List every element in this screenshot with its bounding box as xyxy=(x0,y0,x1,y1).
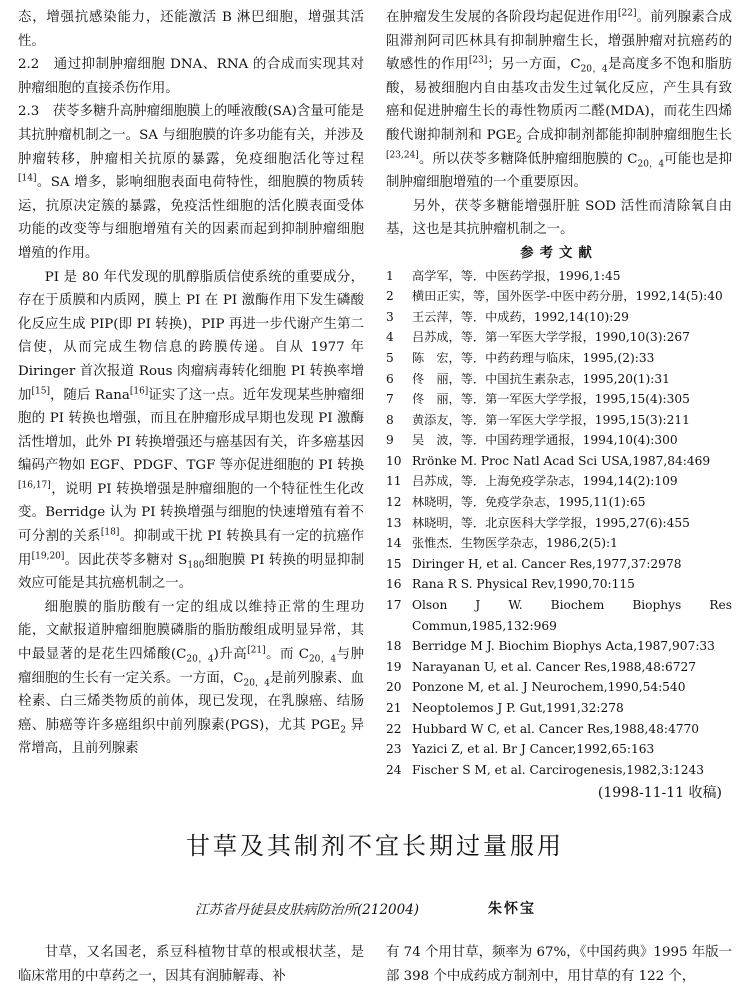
reference-item xyxy=(386,451,732,472)
citation: [15] xyxy=(31,386,50,397)
reference-number: 15 xyxy=(386,556,402,571)
citation: [19,20] xyxy=(31,551,65,562)
reference-number: 2 xyxy=(386,289,394,304)
reference-number: 20 xyxy=(386,680,402,695)
reference-item xyxy=(386,636,732,657)
author-affiliation: 江苏省丹徒县皮肤病防治所(212004) xyxy=(195,902,420,918)
citation: [22] xyxy=(618,8,637,19)
citation: [14] xyxy=(18,173,37,184)
citation: [21] xyxy=(247,645,266,656)
reference-text: 黄添友，等．第一军医大学学报，1995,15(3):211 xyxy=(412,412,690,427)
reference-item xyxy=(386,369,732,390)
reference-number: 23 xyxy=(386,742,402,757)
reference-text: Ponzone M, et al. J Neurochem,1990,54:540 xyxy=(412,680,686,695)
received-date: (1998-11-11 收稿) xyxy=(597,785,722,802)
reference-text: 吴 波，等．中国药理学通报，1994,10(4):300 xyxy=(412,433,678,448)
citation: [16,17] xyxy=(18,480,51,491)
paragraph: 2.3 茯苓多糖升高肿瘤细胞膜上的唾液酸(SA)含量可能是其抗肿瘤机制之一。SA 与细胞膜的许多功能有关，并涉及肿瘤转移，肿瘤相关抗原的暴露，免疫细胞活化等过程[14]。SA 增多，影响细胞表面电荷特性，细胞膜的物质转运，抗原决定簇的暴露，免疫活性细胞的活化膜表面受体功能的改变等与细胞增殖有关的因素而起到抑制肿瘤细胞增殖的作用。 xyxy=(18,104,364,261)
article-title: 甘草及其制剂不宜长期过量服用 xyxy=(186,832,564,860)
reference-number: 19 xyxy=(386,659,402,674)
reference-text: 张惟杰．生物医学杂志，1986,2(5):1 xyxy=(412,536,618,551)
paragraph: 态，增强抗感染能力，还能激活 B 淋巴细胞，增强其活性。 xyxy=(18,10,364,49)
reference-number: 3 xyxy=(386,309,394,324)
reference-text: 陈 宏，等．中药药理与临床，1995,(2):33 xyxy=(412,350,655,365)
reference-text: Diringer H, et al. Cancer Res,1977,37:2978 xyxy=(412,556,682,571)
article2-right-column xyxy=(386,941,732,988)
reference-text: Berridge M J. Biochim Biophys Acta,1987,907:33 xyxy=(412,639,715,654)
reference-text: Olson J W. Biochem Biophys Res Commun,1985,132:969 xyxy=(412,598,732,633)
reference-text: 吕苏成，等．第一军医大学学报，1990,10(3):267 xyxy=(412,330,690,345)
reference-list xyxy=(386,266,732,781)
reference-item xyxy=(386,348,732,369)
reference-number: 6 xyxy=(386,371,394,386)
reference-item xyxy=(386,410,732,431)
paragraph: 细胞膜的脂肪酸有一定的组成以维持正常的生理功能，文献报道肿瘤细胞膜磷脂的脂肪酸组成明显异常，其中最显著的是花生四烯酸$(C_{20,4})$升高[21]。而 $C_{20,4}$与肿瘤细胞的生长有一定关系。一方面，$C_{20,4}$是前列腺素、血栓素、白三烯类物质的前体，现已发现，在乳腺癌、结肠癌、肺癌等许多癌组织中前列腺素(PGS)，尤其 $PGE_2$ 异常增高，且前列腺素 xyxy=(18,599,365,757)
reference-item xyxy=(386,389,732,410)
citation: [23] xyxy=(468,55,488,66)
reference-text: Rrönke M. Proc Natl Acad Sci USA,1987,84:469 xyxy=(412,453,711,468)
paragraph: 在肿瘤发生发展的各阶段均起促进作用[22]。前列腺素合成阻滞剂阿司匹林具有抑制肿瘤生长，增强肿瘤对抗癌药的敏感性的作用[23]；另一方面，$C_{20,4}$是高度多不饱和脂肪酸，易被细胞内自由基攻击发生过氧化反应，产生具有致癌和促进肿瘤生长的毒性物质丙二醛(MDA)，而花生四烯酸代谢抑制剂和 $PGE_2$ 合成抑制剂都能抑制肿瘤细胞生长[23,24]。所以茯苓多糖降低肿瘤细胞膜的 $C_{20,4}$可能也是抑制肿瘤细胞增殖的一个重要原因。 xyxy=(386,8,733,191)
reference-item xyxy=(386,430,732,451)
reference-number: 24 xyxy=(386,762,402,777)
reference-text: Rana R S. Physical Rev,1990,70:115 xyxy=(412,577,635,592)
reference-number: 22 xyxy=(386,721,402,736)
reference-text: Hubbard W C, et al. Cancer Res,1988,48:4770 xyxy=(412,721,700,736)
reference-number: 16 xyxy=(386,577,402,592)
reference-number: 14 xyxy=(386,536,402,551)
reference-number: 8 xyxy=(386,412,394,427)
reference-item xyxy=(386,719,732,740)
reference-text: 横田正实，等，国外医学-中医中药分册，1992,14(5):40 xyxy=(412,289,723,304)
reference-item xyxy=(386,513,732,534)
citation: [18] xyxy=(100,527,120,538)
paragraph: PI 是 80 年代发现的肌醇脂质信使系统的重要成分，存在于质膜和内质网，膜上 PI 在 PI 激酶作用下发生磷酸化反应生成 PIP(即 PI 转换)，PIP 再进一步代谢产生第二信使，从而完成生物信息的跨膜传递。自从 1977 年 Diringer 首次报道 Rous 肉瘤病毒转化细胞 PI 转换率增加[15]，随后 Rana[16]证实了这一点。近年发现某些肿瘤细胞的 PI 转换也增强，而且在肿瘤形成早期也发现 PI 激酶活性增加，此外 PI 转换增强还与癌基因有关，许多癌基因编码产物如 EGF、PDGF、TGF 等亦促进细胞的 PI 转换[16,17]，说明 PI 转换增强是肿瘤细胞的一个特征性生化改变。Berridge 认为 PI 转换增强与细胞的快速增殖有着不可分割的关系[18]。抑制或干扰 PI 转换具有一定的抗癌作用[19,20]。因此茯苓多糖对 $S_{180}$细胞膜 PI 转换的明显抑制效应可能是其抗癌机制之一。 xyxy=(18,269,365,592)
paragraph: 甘草，又名国老，系豆科植物甘草的根或根状茎，是临床常用的中草药之一，因其有润肺解毒、补 xyxy=(18,945,364,984)
reference-number: 5 xyxy=(386,350,394,365)
reference-number: 21 xyxy=(386,701,402,715)
reference-text: 高学军，等．中医药学报，1996,1:45 xyxy=(412,268,621,283)
reference-text: 佟 丽，等．中国抗生素杂志，1995,20(1):31 xyxy=(412,371,670,386)
reference-item xyxy=(386,574,732,595)
reference-item xyxy=(386,327,732,348)
reference-number: 17 xyxy=(386,598,402,613)
reference-item xyxy=(386,266,732,287)
reference-item xyxy=(386,492,732,513)
reference-item xyxy=(386,739,732,760)
reference-text: Narayanan U, et al. Cancer Res,1988,48:6727 xyxy=(412,659,697,674)
reference-number: 18 xyxy=(386,639,402,654)
reference-item xyxy=(386,471,732,492)
reference-number: 12 xyxy=(386,495,402,510)
paragraph: 2.2 通过抑制肿瘤细胞 DNA、RNA 的合成而实现其对肿瘤细胞的直接杀伤作用。 xyxy=(18,57,364,96)
reference-text: 吕苏成，等．上海免疫学杂志，1994,14(2):109 xyxy=(412,474,678,489)
reference-text: 林晓明，等．北京医科大学学报，1995,27(6):455 xyxy=(412,515,690,530)
reference-text: 林晓明，等．免疫学杂志，1995,11(1):65 xyxy=(412,495,646,510)
paragraph: 有 74 个用甘草，频率为 67%，《中国药典》1995 年版一部 398 个中成药成方制剂中，用甘草的有 122 个， xyxy=(386,945,732,984)
reference-item xyxy=(386,677,732,698)
left-column xyxy=(18,6,364,761)
reference-text: Neoptolemos J P. Gut,1991,32:278 xyxy=(412,701,624,715)
reference-item xyxy=(386,595,732,636)
references-heading: 参考文献 xyxy=(520,244,598,261)
reference-item xyxy=(386,657,732,678)
reference-number: 10 xyxy=(386,453,402,468)
reference-text: 王云萍，等．中成药，1992,14(10):29 xyxy=(412,309,629,324)
citation: [23,24] xyxy=(386,150,419,161)
reference-text: 佟 丽，等．第一军医大学学报，1995,15(4):305 xyxy=(412,392,690,407)
article2-left-column xyxy=(18,941,364,988)
reference-item xyxy=(386,286,732,307)
right-column xyxy=(386,6,732,806)
reference-item xyxy=(386,307,732,328)
reference-item xyxy=(386,533,732,554)
reference-item xyxy=(386,554,732,575)
reference-number: 13 xyxy=(386,515,402,530)
reference-number: 4 xyxy=(386,330,394,345)
author-name: 朱怀宝 xyxy=(488,901,536,917)
citation: [16] xyxy=(129,386,149,397)
reference-item xyxy=(386,698,732,719)
reference-text: Yazici Z, et al. Br J Cancer,1992,65:163 xyxy=(412,742,655,757)
reference-number: 11 xyxy=(386,474,402,489)
reference-text: Fischer S M, et al. Carcirogenesis,1982,3:1243 xyxy=(412,762,704,777)
reference-number: 9 xyxy=(386,433,394,448)
paragraph: 另外，茯苓多糖能增强肝脏 SOD 活性而清除氧自由基，这也是其抗肿瘤机制之一。 xyxy=(386,198,732,238)
reference-item xyxy=(386,760,732,781)
reference-number: 7 xyxy=(386,392,394,407)
reference-number: 1 xyxy=(386,268,394,283)
